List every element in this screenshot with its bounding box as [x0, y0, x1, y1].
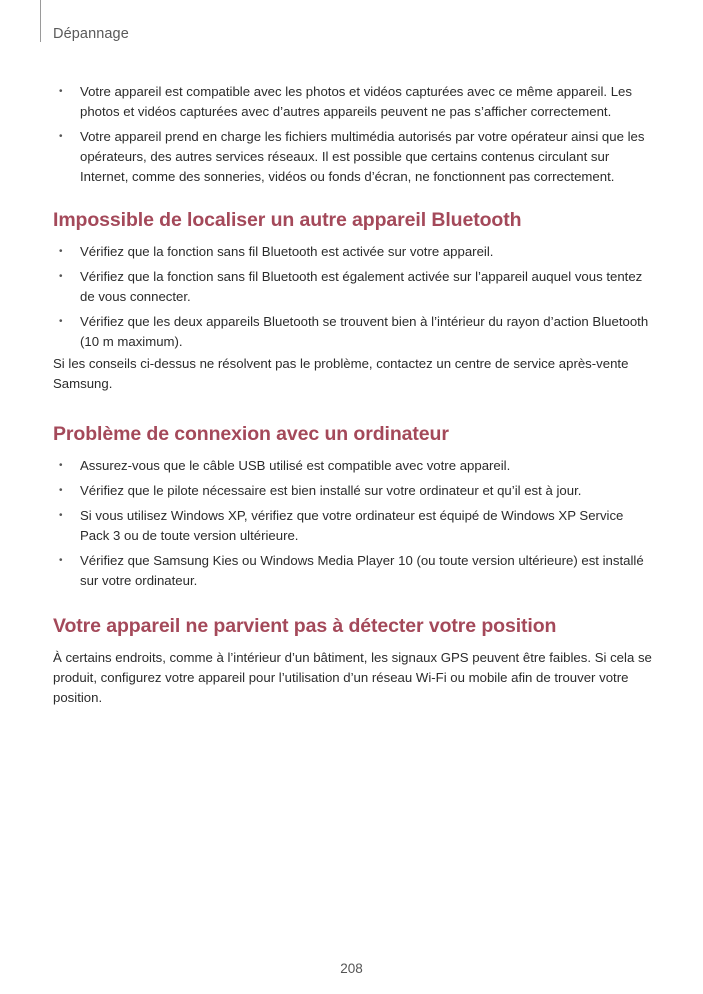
intro-bullet-list [53, 82, 653, 187]
list-item-text: Votre appareil prend en charge les fichiers multimédia autorisés par votre opérateur ainsi que les opérateurs, des autres services réseaux. Il est possible que certains contenus circulant sur Internet, comme des sonneries, vidéos ou fonds d’écran, ne fonctionnent pas correctement. [80, 129, 645, 184]
bluetooth-bullet-list [53, 242, 653, 352]
bullet-icon: • [59, 86, 63, 97]
bullet-icon: • [59, 246, 63, 257]
list-item [53, 312, 653, 352]
page-header-title: Dépannage [53, 26, 129, 42]
list-item-text: Vérifiez que Samsung Kies ou Windows Media Player 10 (ou toute version ultérieure) est installé sur votre ordinateur. [80, 553, 644, 588]
gps-paragraph: À certains endroits, comme à l’intérieur d’un bâtiment, les signaux GPS peuvent être faibles. Si cela se produit, configurez votre appareil pour l’utilisation d’un réseau Wi-Fi ou mobile afin de trouver votre position. [53, 650, 652, 705]
page-content [53, 82, 653, 708]
bullet-icon: • [59, 316, 63, 327]
list-item-text: Votre appareil est compatible avec les photos et vidéos capturées avec ce même appareil. Les photos et vidéos capturées avec d’autres appareils peuvent ne pas s’afficher correctement. [80, 84, 632, 119]
header-rule [40, 0, 41, 42]
bullet-icon: • [59, 460, 63, 471]
list-item-text: Vérifiez que la fonction sans fil Bluetooth est activée sur votre appareil. [80, 244, 494, 259]
bullet-icon: • [59, 485, 63, 496]
bullet-icon: • [59, 131, 63, 142]
section-title-bluetooth: Impossible de localiser un autre appareil Bluetooth [53, 209, 522, 231]
bluetooth-paragraph: Si les conseils ci-dessus ne résolvent pas le problème, contactez un centre de service après-vente Samsung. [53, 356, 629, 391]
list-item-text: Vérifiez que le pilote nécessaire est bien installé sur votre ordinateur et qu’il est à jour. [80, 483, 582, 498]
bullet-icon: • [59, 555, 63, 566]
bullet-icon: • [59, 510, 63, 521]
list-item-text: Assurez-vous que le câble USB utilisé est compatible avec votre appareil. [80, 458, 511, 473]
list-item-text: Vérifiez que la fonction sans fil Bluetooth est également activée sur l’appareil auquel vous tentez de vous connecter. [80, 269, 643, 304]
list-item [53, 456, 653, 476]
list-item [53, 506, 653, 546]
page-number: 208 [340, 961, 363, 976]
list-item [53, 551, 653, 591]
list-item-text: Vérifiez que les deux appareils Bluetooth se trouvent bien à l’intérieur du rayon d’action Bluetooth (10 m maximum). [80, 314, 649, 349]
list-item-text: Si vous utilisez Windows XP, vérifiez que votre ordinateur est équipé de Windows XP Service Pack 3 ou de toute version ultérieure. [80, 508, 624, 543]
list-item [53, 242, 653, 262]
computer-bullet-list [53, 456, 653, 591]
section-title-computer-connection: Problème de connexion avec un ordinateur [53, 423, 449, 445]
list-item [53, 82, 653, 122]
bullet-icon: • [59, 271, 63, 282]
list-item [53, 127, 653, 187]
list-item [53, 267, 653, 307]
list-item [53, 481, 653, 501]
section-title-gps-position: Votre appareil ne parvient pas à détecter votre position [53, 615, 557, 637]
